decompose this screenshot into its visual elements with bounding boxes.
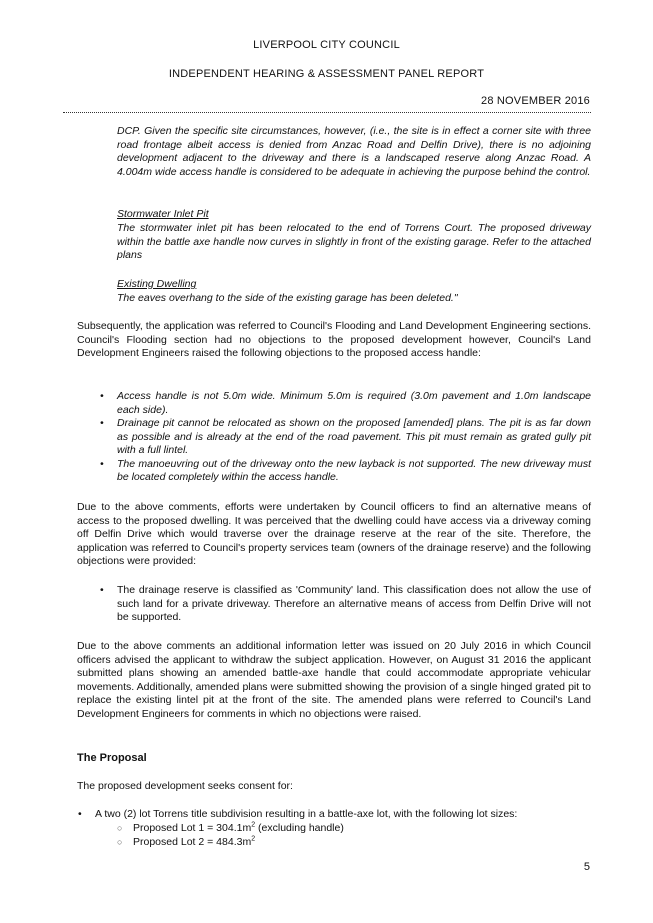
paragraph-alternative-access: Due to the above comments, efforts were undertaken by Council officers to find an alternative means of access to the proposed dwelling. It was perceived that the dwelling could have access via a driveway coming off Delfin Drive which would traverse over the drainage reserve at the rear of the site. Therefore, the application was referred to Council's property services team (owners of the drainage reserve) and the following objections were provided:	[77, 501, 591, 567]
bullet-icon: •	[100, 457, 104, 470]
report-title: INDEPENDENT HEARING & ASSESSMENT PANEL REPORT	[168, 68, 485, 80]
proposal-heading: The Proposal	[77, 752, 147, 764]
list-item	[100, 417, 591, 458]
bullet-icon: •	[100, 584, 104, 596]
page-number: 5	[583, 861, 590, 873]
bullet-icon: •	[100, 417, 104, 429]
lot-1-item	[117, 821, 344, 836]
header-divider	[63, 112, 591, 113]
report-date: 28 NOVEMBER 2016	[481, 95, 590, 107]
council-title: LIVERPOOL CITY COUNCIL	[253, 39, 400, 51]
proposal-bullet-text: A two (2) lot Torrens title subdivision resulting in a battle-axe lot, with the following lot sizes:	[95, 808, 518, 820]
superscript: 2	[251, 835, 256, 843]
lot-2-size: Proposed Lot 2 = 484.3m	[133, 836, 252, 848]
bullet-icon: •	[78, 808, 82, 820]
list-item	[100, 457, 591, 485]
bullet-icon: •	[100, 390, 104, 402]
lot-1-note: (excluding handle)	[255, 822, 344, 834]
lot-1-size: Proposed Lot 1 = 304.1m	[133, 822, 252, 834]
circle-bullet-icon: ○	[117, 837, 123, 847]
objection-text: The manoeuvring out of the driveway onto the new layback is not supported. The new driveway must be located completely within the access handle.	[117, 457, 591, 483]
proposal-bullet	[78, 808, 591, 822]
list-item	[100, 584, 591, 625]
objection-text: Access handle is not 5.0m wide. Minimum 5.0m is required (3.0m pavement and 1.0m landscape each side).	[117, 390, 591, 416]
lot-2-item	[117, 835, 256, 850]
quoted-intro: DCP. Given the specific site circumstances, however, (i.e., the site is in effect a corner site with three road frontage albeit access is denied from Anzac Road and Delfin Drive), there is no adjoining development adjacent to the driveway and there is a landscaped reserve along Anzac Road. A 4.004m wide access handle is considered to be adequate in achieving the purpose behind the control.	[117, 125, 591, 178]
objection-text: Drainage pit cannot be relocated as shown on the proposed [amended] plans. The pit is as far down as possible and is already at the end of the road pavement. This pit must remain as grated gully pit with a full lintel.	[117, 417, 591, 456]
objections-list	[100, 390, 591, 485]
paragraph-referral: Subsequently, the application was referred to Council's Flooding and Land Development Engineering sections. Council's Flooding section had no objections to the proposed development however, Council's Land Development Engineers raised the following objections to the proposed access handle:	[77, 320, 591, 359]
stormwater-text: The stormwater inlet pit has been relocated to the end of Torrens Court. The proposed driveway within the battle axe handle now curves in slightly in front of the existing garage. Refer to the attached plans	[117, 222, 591, 261]
dwelling-heading: Existing Dwelling	[117, 278, 197, 290]
property-objection-list	[100, 584, 591, 625]
circle-bullet-icon: ○	[117, 823, 123, 833]
paragraph-amended-plans: Due to the above comments an additional information letter was issued on 20 July 2016 in which Council officers advised the applicant to withdraw the subject application. However, on August 31 2016 the applicant submitted plans showing an amended battle-axe handle that could accommodate appropriate vehicular movements. Additionally, amended plans were submitted showing the provision of a single hinged grated pit to replace the existing lintel pit at the front of the site. The amended plans were referred to Council's Land Development Engineers for comments in which no objections were raised.	[77, 640, 591, 720]
proposal-intro: The proposed development seeks consent for:	[77, 780, 293, 792]
stormwater-heading: Stormwater Inlet Pit	[117, 208, 209, 220]
property-objection-text: The drainage reserve is classified as 'Community' land. This classification does not allow the use of such land for a private driveway. Therefore an alternative means of access from Delfin Drive will not be supported.	[117, 584, 591, 623]
superscript: 2	[251, 821, 256, 829]
dwelling-text: The eaves overhang to the side of the existing garage has been deleted."	[117, 292, 458, 304]
list-item	[100, 390, 591, 417]
